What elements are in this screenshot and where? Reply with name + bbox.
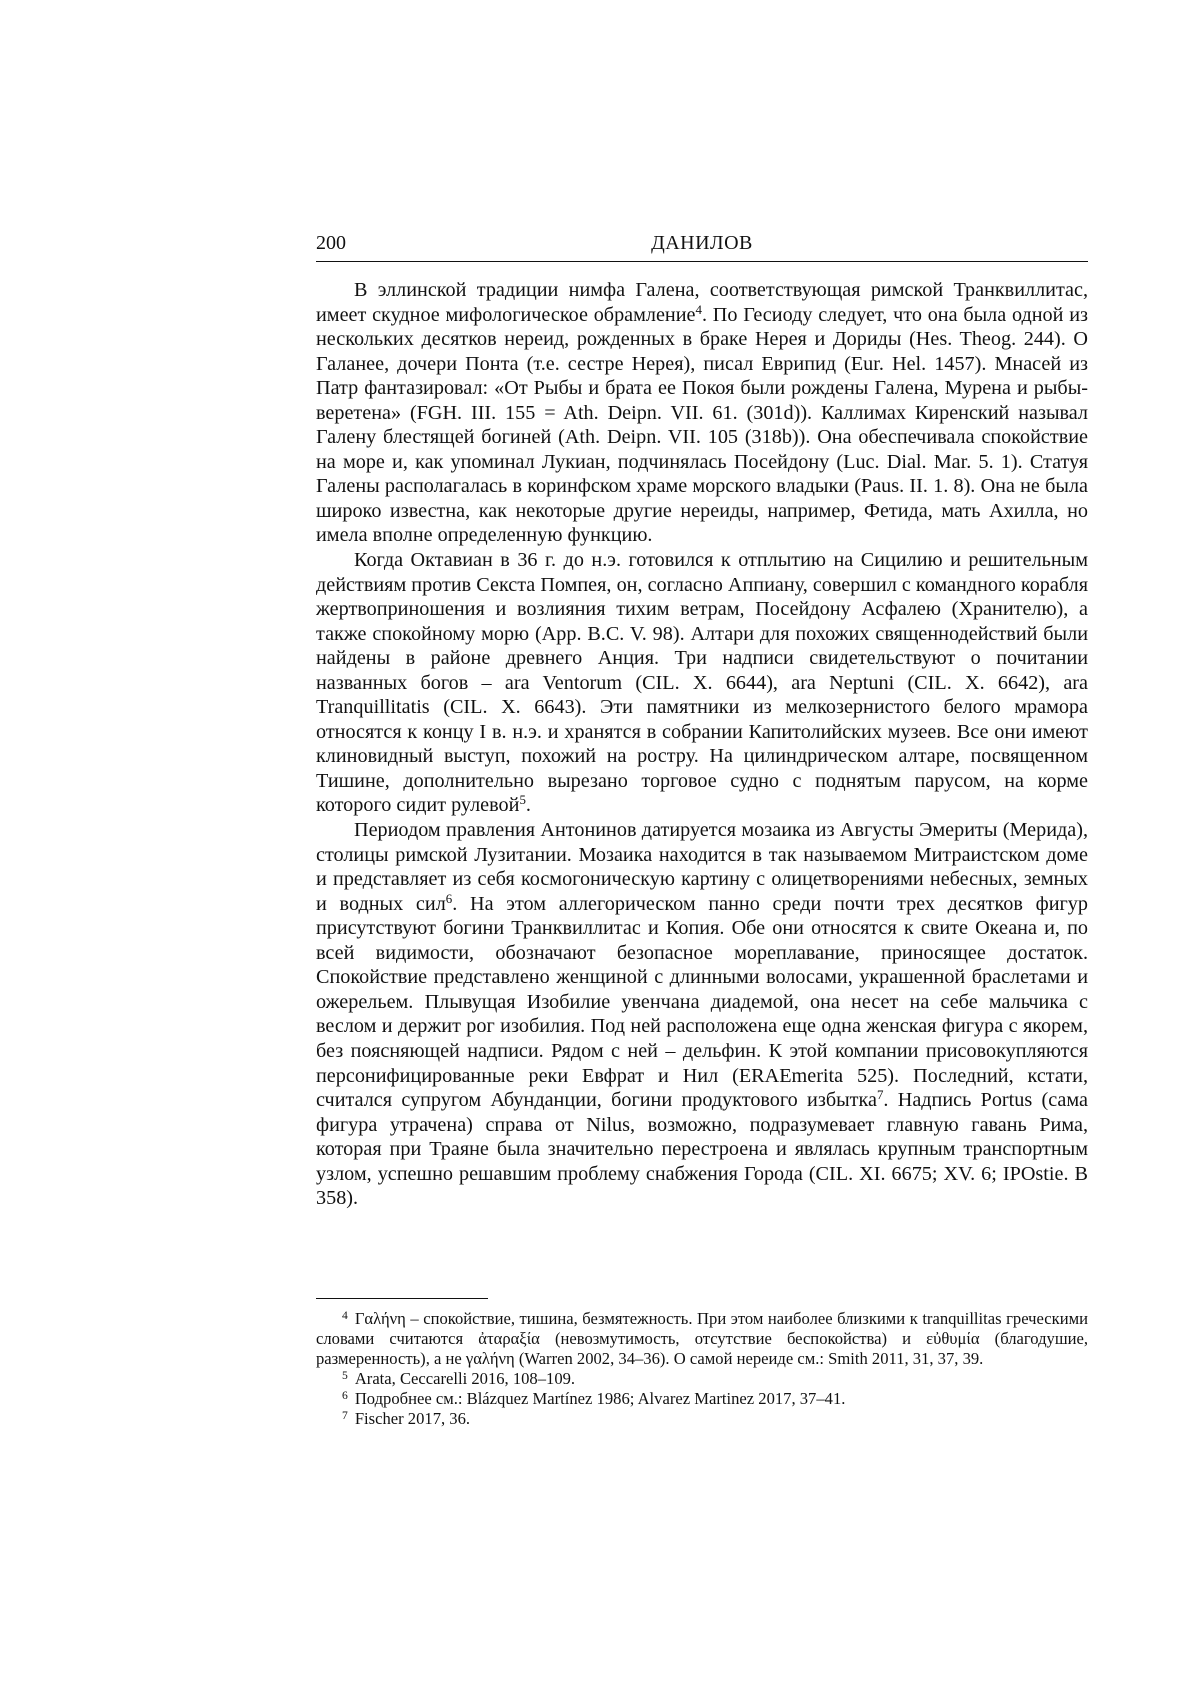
footnote-text: Γαλήνη – спокойствие, тишина, безмятежность. При этом наиболее близкими к tranquillitas греческими словами считаются ἀταραξία (невозмутимость, отсутствие беспокойства) и εὐθυμία (благодушие, размеренность), а не γαλήνη (Warren 2002, 34–36). О самой нереиде см.: Smith 2011, 31, 37, 39. [316,1309,1088,1368]
paragraph-text: . На этом аллегорическом панно среди почти трех десятков фигур присутствуют богини Транквиллитас и Копия. Обе они относятся к свите Океана и, по всей видимости, обозначают безопасное мореплавание, приносящее достаток. Спокойствие представлено женщиной с длинными волосами, украшенной браслетами и ожерельем. Плывущая Изобилие увенчана диадемой, она несет на себе мальчика с веслом и держит рог изобилия. Под ней расположена еще одна женская фигура с якорем, без поясняющей надписи. Рядом с ней – дельфин. К этой компании присовокупляются персонифицированные реки Евфрат и Нил (ERAEmerita 525). Последний, кстати, считался супругом Абунданции, богини продуктового избытка [316,892,1088,1112]
running-head [316,231,1088,262]
footnote-5 [316,1369,1088,1389]
main-text [316,278,1088,1211]
paragraph-3 [316,818,1088,1211]
footnote-4 [316,1309,1088,1369]
footnote-ref-5[interactable]: 5 [519,792,526,808]
footnote-text: Fischer 2017, 36. [354,1409,471,1428]
paragraph-text: . По Гесиоду следует, что она была одной из нескольких десятков нереид, рожденных в браке Нерея и Дориды (Hes. Theog. 244). О Галанее, дочери Понта (т.е. сестре Нерея), писал Еврипид (Eur. Hel. 1457). Мнасей из Патр фантазировал: «От Рыбы и брата ее Покоя были рождены Галена, Мурена и рыбы-веретена» (FGH. III. 155 = Ath. Deipn. VII. 61. (301d)). Каллимах Киренский называл Галену блестящей богиней (Ath. Deipn. VII. 105 (318b)). Она обеспечивала спокойствие на море и, как упоминал Лукиан, подчинялась Посейдону (Luc. Dial. Mar. 5. 1). Статуя Галены располагалась в коринфском храме морского владыки (Paus. II. 1. 8). Она не была широко известна, как некоторые другие нереиды, например, Фетида, мать Ахилла, но имела вполне определенную функцию. [316,303,1088,547]
footnote-number: 7 [342,1408,348,1422]
paragraph-text: Периодом правления Антонинов датируется мозаика из Августы Эмериты (Мерида), столицы римской Лузитании. Мозаика находится в так называемом Митраистском доме и представляет из себя космогоническую картину с олицетворениями небесных, земных и водных сил [316,819,1088,915]
footnote-ref-6[interactable]: 6 [445,890,453,906]
footnote-separator [316,1298,488,1299]
footnotes [316,1309,1088,1429]
footnote-number: 6 [342,1388,348,1402]
footnote-text: Arata, Ceccarelli 2016, 108–109. [354,1369,576,1388]
footnote-number: 4 [342,1308,348,1322]
paragraph-1 [316,278,1088,548]
footnote-text: Подробнее см.: Blázquez Martínez 1986; Alvarez Martinez 2017, 37–41. [354,1389,846,1408]
footnote-7 [316,1409,1088,1429]
footnote-ref-4[interactable]: 4 [695,301,702,317]
paragraph-text: В эллинской традиции нимфа Галена, соответствующая римской Транквиллитас, имеет скудное мифологическое обрамление [316,279,1088,326]
footnote-number: 5 [342,1368,348,1382]
paragraph-text: . [525,794,531,817]
paragraph-text: Когда Октавиан в 36 г. до н.э. готовился к отплытию на Сицилию и решительным действиям против Секста Помпея, он, согласно Аппиану, совершил с командного корабля жертвоприношения и возлияния тихим ветрам, Посейдону Асфалею (Хранителю), а также спокойному морю (App. B.C. V. 98). Алтари для похожих священнодействий были найдены в районе древнего Анция. Три надписи свидетельствуют о почитании названных богов – ara Ventorum (CIL. X. 6644), ara Neptuni (CIL. X. 6642), ara Tranquillitatis (CIL. X. 6643). Эти памятники из мелкозернистого белого мрамора относятся к концу I в. н.э. и хранятся в собрании Капитолийских музеев. Все они имеют клиновидный выступ, похожий на ростру. На цилиндрическом алтаре, посвященном Тишине, дополнительно вырезано торговое судно с поднятым парусом, на корме которого сидит рулевой [316,549,1088,817]
paragraph-2 [316,548,1088,818]
page-number: 200 [316,232,346,254]
footnote-6 [316,1389,1088,1409]
footnote-ref-7[interactable]: 7 [876,1086,884,1102]
running-head-author: ДАНИЛОВ [651,232,753,254]
paragraph-text: . Надпись Portus (сама фигура утрачена) справа от Nilus, возможно, подразумевает главную гавань Рима, которая при Траяне была значительно перестроена и являлась крупным транспортным узлом, успешно решавшим проблему снабжения Города (CIL. XI. 6675; XV. 6; IPOstie. B 358). [316,1089,1088,1210]
